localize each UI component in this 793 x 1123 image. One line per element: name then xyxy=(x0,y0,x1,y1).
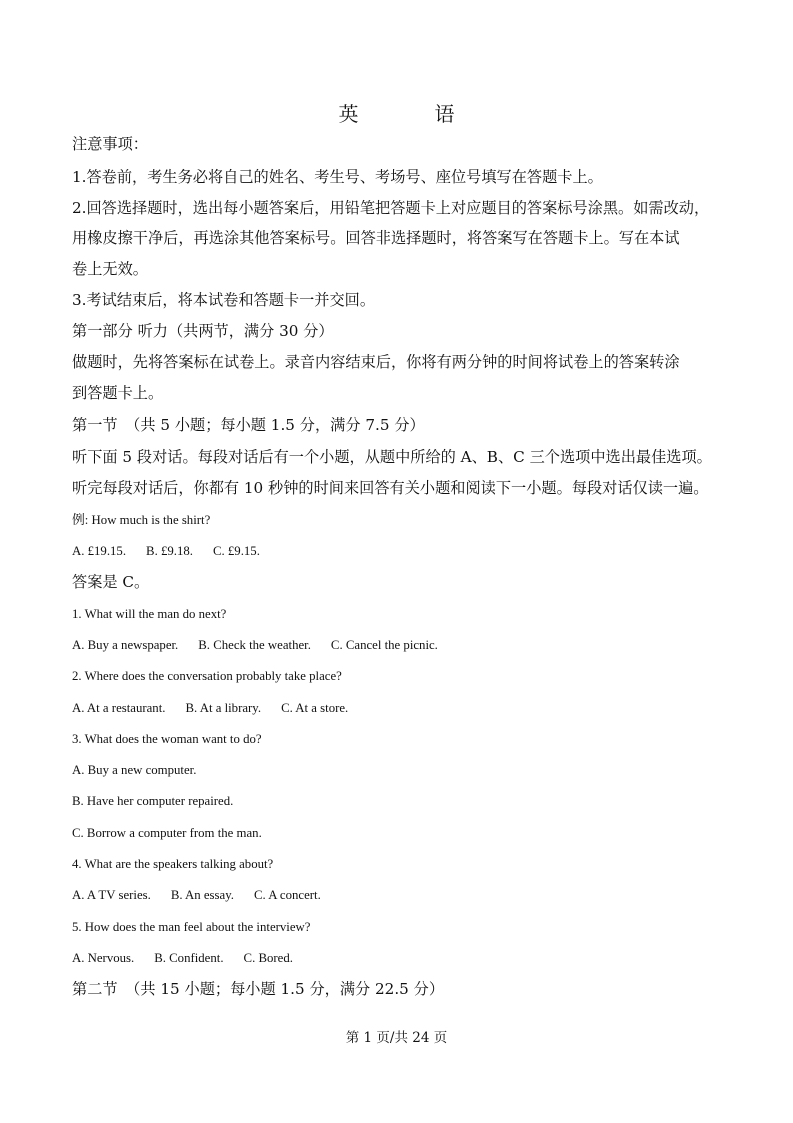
note-line: 2.回答选择题时，选出每小题答案后，用铅笔把答题卡上对应题目的答案标号涂黑。如需改动， xyxy=(72,199,710,217)
option-c: C. A concert. xyxy=(253,888,321,902)
question-text: 1. What will the man do next? xyxy=(72,607,227,621)
note-line: 3.考试结束后，将本试卷和答题卡一并交回。 xyxy=(72,291,376,309)
option-c: C. At a store. xyxy=(281,701,349,715)
part1-intro-line: 做题时，先将答案标在试卷上。录音内容结束后，你将有两分钟的时间将试卷上的答案转涂 xyxy=(72,353,680,371)
option-a: A. Nervous. xyxy=(72,951,135,965)
page-footer: 第 1 页/共 24 页 xyxy=(345,1030,448,1046)
example-options xyxy=(72,545,280,558)
option-b: B. Check the weather. xyxy=(198,638,311,652)
notice-heading: 注意事项： xyxy=(72,135,148,153)
section1-intro-line: 听完每段对话后，你都有 10 秒钟的时间来回答有关小题和阅读下一小题。每段对话仅读一遍。 xyxy=(72,479,709,497)
section1-intro-line: 听下面 5 段对话。每段对话后有一个小题，从题中所给的 A、B、C 三个选项中选出最佳选项。 xyxy=(72,448,712,466)
question-text: 2. Where does the conversation probably take place? xyxy=(72,669,342,683)
part1-intro-line: 到答题卡上。 xyxy=(72,384,164,402)
example-question: 例: How much is the shirt? xyxy=(72,513,211,527)
option-a: A. Buy a newspaper. xyxy=(72,638,179,652)
option-a: A. Buy a new computer. xyxy=(72,763,197,777)
question-options xyxy=(72,952,313,965)
option-b: B. £9.18. xyxy=(146,544,193,558)
question-text: 4. What are the speakers talking about? xyxy=(72,857,274,871)
question-text: 3. What does the woman want to do? xyxy=(72,732,262,746)
section2-heading: 第二节 （共 15 小题；每小题 1.5 分，满分 22.5 分） xyxy=(72,980,445,998)
question-text: 5. How does the man feel about the interview? xyxy=(72,920,311,934)
option-c: C. Bored. xyxy=(243,951,293,965)
option-c: C. £9.15. xyxy=(212,544,260,558)
option-b: B. Have her computer repaired. xyxy=(72,794,234,808)
question-options xyxy=(72,639,458,652)
question-options xyxy=(72,702,368,715)
note-line: 1.答卷前，考生务必将自己的姓名、考生号、考场号、座位号填写在答题卡上。 xyxy=(72,168,603,186)
question-options xyxy=(72,889,341,902)
option-b: B. At a library. xyxy=(185,701,262,715)
option-b: B. Confident. xyxy=(154,951,224,965)
option-a: A. £19.15. xyxy=(72,544,127,558)
note-line: 用橡皮擦干净后，再选涂其他答案标号。回答非选择题时，将答案写在答题卡上。写在本试 xyxy=(72,229,680,247)
option-b: B. An essay. xyxy=(170,888,234,902)
option-c: C. Cancel the picnic. xyxy=(330,638,438,652)
example-answer: 答案是 C。 xyxy=(72,573,150,591)
section1-heading: 第一节 （共 5 小题；每小题 1.5 分，满分 7.5 分） xyxy=(72,416,425,434)
option-a: A. At a restaurant. xyxy=(72,701,166,715)
option-c: C. Borrow a computer from the man. xyxy=(72,826,262,840)
option-a: A. A TV series. xyxy=(72,888,151,902)
page-title: 英 语 xyxy=(338,102,483,126)
note-line: 卷上无效。 xyxy=(72,260,148,278)
part1-heading: 第一部分 听力（共两节，满分 30 分） xyxy=(72,322,334,340)
